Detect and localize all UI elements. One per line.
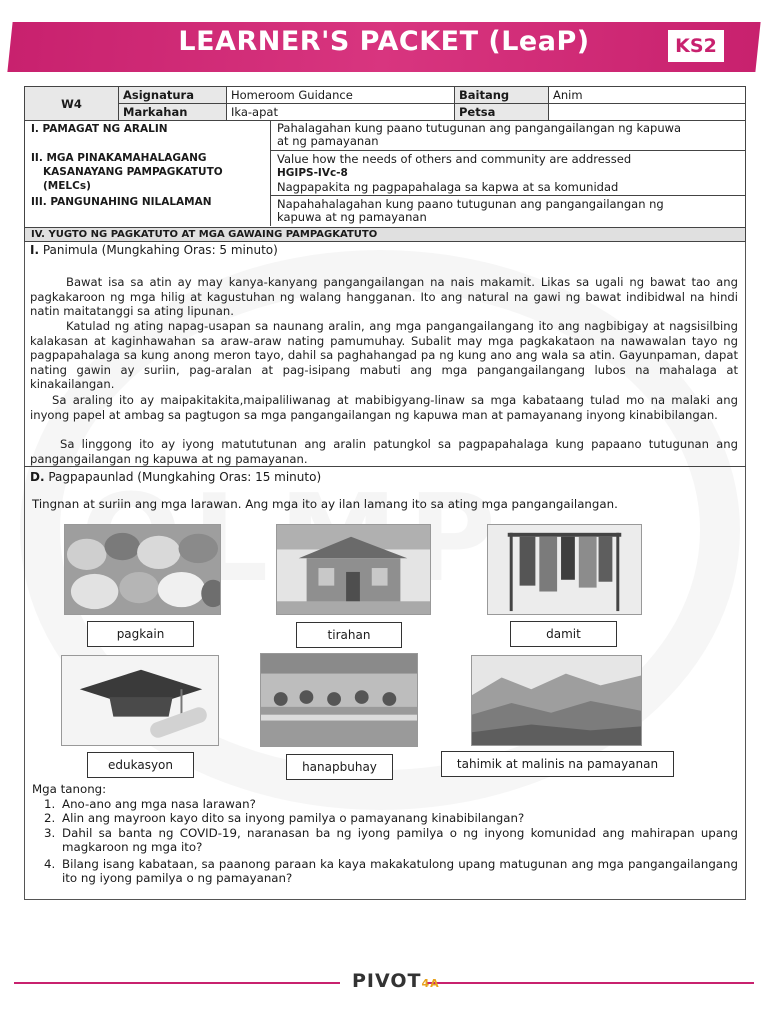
graduation-cap-illustration (62, 656, 218, 745)
food-image (64, 524, 221, 615)
question-number: 2. (44, 811, 56, 825)
melc-code: HGIPS-IVc-8 (277, 167, 348, 179)
nilalaman-label: III. PANGUNAHING NILALAMAN (31, 196, 212, 208)
pamagat-cell (271, 120, 745, 151)
pamagat-line-2: at ng pamayanan (277, 134, 379, 148)
education-image (61, 655, 219, 746)
section4-heading: IV. YUGTO NG PAGKATUTO AT MGA GAWAING PAMPAGKATUTO (24, 228, 746, 242)
caption-edukasyon: edukasyon (87, 752, 194, 778)
caption-damit: damit (510, 621, 617, 647)
pagpapaunlad-heading (30, 470, 321, 484)
pivot-logo (352, 970, 440, 992)
section-divider (24, 466, 746, 467)
week-label: W4 (25, 87, 119, 121)
caption-hanapbuhay: hanapbuhay (286, 754, 393, 780)
pivot-logo-main: PIVOT (352, 970, 422, 992)
pivot-logo-accent: 4A (421, 977, 440, 990)
footer-line-left (14, 982, 340, 984)
landscape-illustration (472, 656, 641, 745)
panimula-heading (30, 243, 278, 257)
markahan-value: Ika-apat (227, 104, 455, 121)
asignatura-value: Homeroom Guidance (227, 87, 455, 104)
lesson-details (24, 120, 746, 228)
activity-instruction: Tingnan at suriin ang mga larawan. Ang mga ito ay ilan lamang ito sa ating mga pangangailangan. (32, 497, 618, 511)
food-illustration (65, 525, 220, 614)
nilalaman-line-2: kapuwa at ng pamayanan (277, 210, 427, 224)
questions-heading: Mga tanong: (32, 782, 107, 796)
question-text: Bilang isang kabataan, sa paanong paraan ka kaya makakatulong upang matugunan ang mga pangangailangang ito ng iyong pamilya o ng pamayanan? (62, 856, 738, 885)
melc-label-3: (MELCs) (43, 180, 91, 192)
pagpapaunlad-letter: D. (30, 470, 45, 484)
info-table (24, 86, 746, 121)
paragraph-3: Sa araling ito ay maipakitakita,maipaliliwanag at mabibigyang-linaw sa mga kabataang tulad mo na malaki ang inyong papel at ambag sa pagtugon sa mga pangangailangan ng kapuwa man at pamayanang inyong kinabibilangan. (30, 393, 738, 422)
melc-line-2: Nagpapakita ng pagpapahalaga sa kapwa at sa komunidad (277, 180, 619, 194)
melc-cell (271, 151, 745, 196)
question-number: 3. (44, 825, 56, 840)
panimula-title: Panimula (Mungkahing Oras: 5 minuto) (42, 243, 278, 257)
question-item (32, 857, 738, 886)
paragraph-2: Katulad ng ating napag-usapan sa naunang aralin, ang mga pangangailangang ito ang nagbibigay at nagsisilbing kalakasan at kaginhawahan sa araw-araw nating pamumuhay. Subalit may mga pagkakataon na nawawalan tayo ng pagpapahalaga sa kung anong meron tayo, dahil sa paghahangad pa ng kung ano ang wala sa atin. Gayunpaman, dapat nating gawin ay suriin, pag-aralan at pag-isipang mabuti ang mga pangangailangang lubos na mahalaga at kinakailangan. (30, 319, 738, 391)
question-item (32, 811, 738, 826)
factory-workers-illustration (261, 654, 417, 746)
clothes-illustration (488, 525, 641, 614)
nilalaman-cell (271, 196, 745, 227)
petsa-label: Petsa (455, 104, 549, 121)
house-image (276, 524, 431, 615)
melc-label-1: II. MGA PINAKAMAHALAGANG (31, 152, 207, 164)
caption-pagkain: pagkain (87, 621, 194, 647)
question-item (32, 797, 738, 812)
panimula-letter: I. (30, 243, 40, 257)
footer-line-right (426, 982, 754, 984)
melc-line-1: Value how the needs of others and community are addressed (277, 152, 632, 166)
question-text: Ano-ano ang mga nasa larawan? (62, 796, 256, 811)
paragraph-1: Bawat isa sa atin ay may kanya-kanyang pangangailangan na nais makamit. Likas sa ugali ng bawat tao ang pagkakaroon ng mga hilig at kagustuhan ng walang hangganan. Ito ang natural na gawi ng bawat indibidwal na hindi natin maitatanggi sa ating lipunan. (30, 275, 738, 318)
nilalaman-line-1: Napahahalagahan kung paano tutugunan ang pangangailangan ng (277, 197, 664, 211)
ks2-badge: KS2 (668, 30, 724, 62)
question-text: Dahil sa banta ng COVID-19, naranasan ba ng iyong pamilya o ng inyong komunidad ang mahirapan upang magkaroon ng mga ito? (62, 825, 738, 854)
baitang-value: Anim (549, 87, 746, 104)
asignatura-label: Asignatura (119, 87, 227, 104)
question-number: 1. (44, 796, 56, 811)
house-illustration (277, 525, 430, 614)
caption-pamayanan: tahimik at malinis na pamayanan (441, 751, 674, 777)
caption-tirahan: tirahan (296, 622, 402, 648)
clothes-image (487, 524, 642, 615)
markahan-label: Markahan (119, 104, 227, 121)
petsa-value (549, 104, 746, 121)
questions-section (32, 782, 738, 886)
melc-label-2: KASANAYANG PAMPAGKATUTO (43, 166, 223, 178)
page-title: LEARNER'S PACKET (LeaP) (178, 26, 590, 57)
livelihood-image (260, 653, 418, 747)
question-item (32, 826, 738, 855)
paragraph-4: Sa linggong ito ay iyong matututunan ang aralin patungkol sa pagpapahalaga kung papaano tutugunan ang pangangailangan ng kapuwa at ng pamayanan. (30, 437, 738, 466)
pamagat-line-1: Pahalagahan kung paano tutugunan ang pangangailangan ng kapuwa (277, 121, 682, 135)
baitang-label: Baitang (455, 87, 549, 104)
lesson-details-values (271, 120, 745, 226)
question-number: 4. (44, 856, 56, 871)
question-text: Alin ang mayroon kayo dito sa inyong pamilya o pamayanang kinabibilangan? (62, 811, 525, 825)
community-image (471, 655, 642, 746)
pamagat-label: I. PAMAGAT NG ARALIN (31, 123, 168, 135)
pagpapaunlad-title: Pagpapaunlad (Mungkahing Oras: 15 minuto) (48, 470, 322, 484)
lesson-details-labels (25, 120, 271, 226)
